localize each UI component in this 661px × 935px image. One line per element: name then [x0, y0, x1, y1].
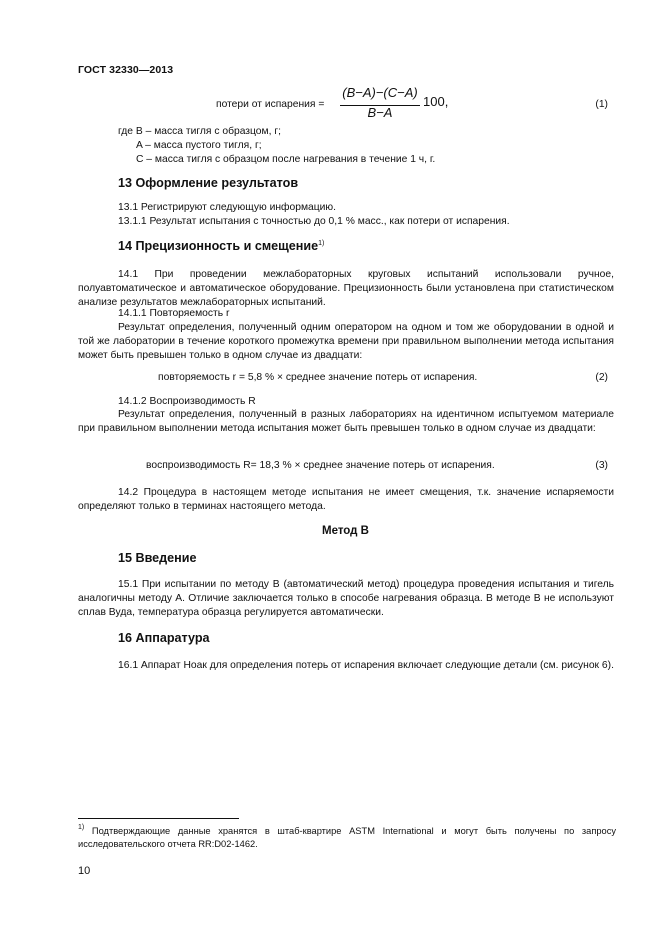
- formula-2-number: (2): [595, 372, 608, 383]
- section-14-heading-text: 14 Прецизионность и смещение: [118, 239, 319, 253]
- formula-2: повторяемость r = 5,8 % × среднее значение потерь от испарения.: [158, 372, 478, 383]
- section-13-heading: 13 Оформление результатов: [118, 176, 299, 190]
- formula-1-number: (1): [595, 99, 608, 110]
- section-14-1: 14.1 При проведении межлабораторных круговых испытаний использовали ручное, полуавтоматическое и автоматическое оборудование. Прецизионность были установлена при статистическом анализе результатов межлабораторных испытаний.: [78, 269, 614, 309]
- standard-header: ГОСТ 32330—2013: [78, 64, 174, 76]
- formula-1: [0, 84, 661, 124]
- footnote-mark: 1): [78, 824, 85, 831]
- page-number: 10: [78, 865, 91, 877]
- footnote-rule: [78, 818, 239, 819]
- footnote-text: Подтверждающие данные хранятся в штаб-квартире ASTM International и могут быть получены по запросу исследовательского отчета RR:D02-1462.: [78, 826, 616, 849]
- section-15-heading: 15 Введение: [118, 551, 197, 565]
- section-14-1-2: 14.1.2 Воспроизводимость R: [118, 396, 256, 407]
- section-14-1-2-text: Результат определения, полученный в разных лабораториях на идентичном испытуемом материале при правильном выполнении метода испытания может быть превышен только в одном случае из двадцати:: [78, 409, 614, 435]
- section-15-1: 15.1 При испытании по методу В (автоматический метод) процедура проведения испытания и тигель аналогичны методу А. Отличие заключается только в способе нагревания образца. В методе В не используют сплав Вуда, температура образца регулируется автоматически.: [78, 579, 614, 619]
- section-16-1: 16.1 Аппарат Ноак для определения потерь от испарения включает следующие детали (см. рисунок 6).: [118, 660, 614, 671]
- footnote: [78, 825, 616, 850]
- section-14-1-1-text: Результат определения, полученный одним оператором на одном и том же оборудовании в одной и той же лаборатории в течение короткого промежутка времени при правильном выполнении метода испытания может быть превышен только в одном случае из двадцати:: [78, 322, 614, 362]
- section-16-heading: 16 Аппаратура: [118, 631, 210, 645]
- section-14-2: 14.2 Процедура в настоящем методе испытания не имеет смещения, т.к. значение испаряемости определяют только в терминах настоящего метода.: [78, 487, 614, 513]
- where-line-3: C – масса тигля с образцом после нагревания в течение 1 ч, г.: [136, 154, 436, 165]
- section-14-heading: [118, 239, 324, 253]
- formula-3: воспроизводимость R= 18,3 % × среднее значение потерь от испарения.: [146, 460, 495, 471]
- section-13-1: 13.1 Регистрируют следующую информацию.: [118, 202, 336, 213]
- section-13-1-1: 13.1.1 Результат испытания с точностью до 0,1 % масс., как потери от испарения.: [118, 216, 510, 227]
- footnote-ref: 1): [318, 240, 325, 247]
- formula-1-numerator: (B−A)−(C−A): [342, 85, 418, 100]
- formula-3-number: (3): [595, 460, 608, 471]
- section-14-1-1: 14.1.1 Повторяемость r: [118, 308, 230, 319]
- where-line-1: где B – масса тигля с образцом, г;: [118, 126, 281, 137]
- formula-1-denominator: B−A: [367, 105, 393, 120]
- formula-1-multiplier: 100,: [423, 94, 449, 109]
- method-b-title: Метод В: [322, 525, 369, 537]
- where-line-2: A – масса пустого тигля, г;: [136, 140, 262, 151]
- formula-1-label: потери от испарения =: [216, 99, 325, 110]
